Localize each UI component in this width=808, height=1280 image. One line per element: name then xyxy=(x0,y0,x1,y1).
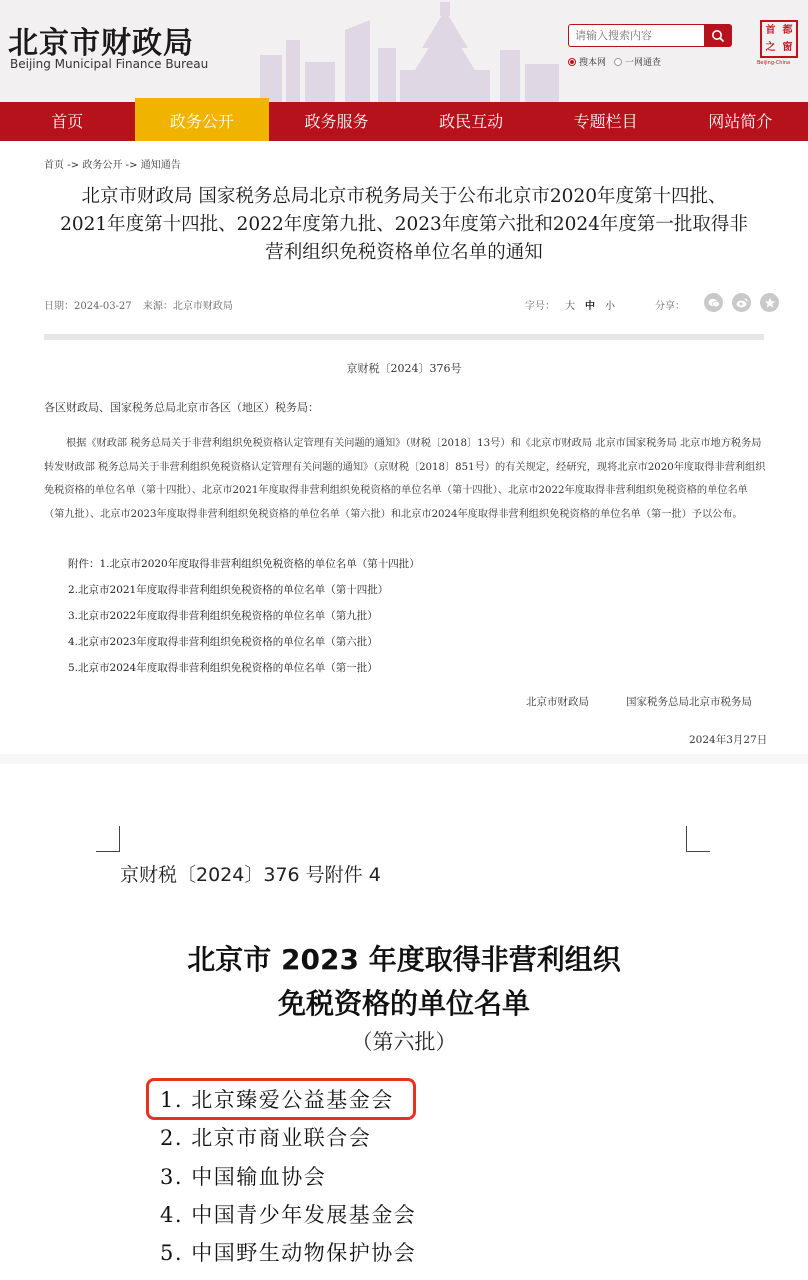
radio-all-label: 一网通查 xyxy=(625,58,662,68)
article-source: 来源：北京市财政局 xyxy=(142,301,233,312)
seal-char: 之 xyxy=(765,42,776,53)
seal-caption: Beijing-China xyxy=(757,60,791,66)
site-header xyxy=(0,0,808,102)
seal-char: 窗 xyxy=(782,42,793,53)
wechat-share-icon[interactable] xyxy=(704,293,723,312)
attachment-link[interactable]: 3.北京市2022年度取得非营利组织免税资格的单位名单（第九批） xyxy=(68,610,378,622)
main-nav xyxy=(0,102,808,141)
radio-selected-icon xyxy=(568,58,576,66)
qzone-share-icon[interactable] xyxy=(760,293,779,312)
attachment-batch: （第六批） xyxy=(351,1030,457,1054)
nav-special-topics[interactable]: 专题栏目 xyxy=(573,112,638,131)
signatory-finance-bureau: 北京市财政局 xyxy=(526,696,589,708)
crop-mark-left xyxy=(96,826,120,852)
radio-site-label: 搜本网 xyxy=(579,58,607,68)
breadcrumb[interactable]: 首页 -> 政务公开 -> 通知通告 xyxy=(44,160,181,171)
nav-government-services[interactable]: 政务服务 xyxy=(304,112,369,131)
seal-char: 首 xyxy=(765,25,776,36)
addressee: 各区财政局、国家税务总局北京市各区（地区）税务局： xyxy=(44,401,319,414)
seal-char: 都 xyxy=(782,25,793,36)
attachment-title xyxy=(0,938,808,1026)
font-size-small[interactable]: 小 xyxy=(605,301,615,312)
radio-search-all[interactable] xyxy=(614,55,661,68)
attachment-link[interactable]: 附件：1.北京市2020年度取得非营利组织免税资格的单位名单（第十四批） xyxy=(68,558,420,570)
article-meta xyxy=(44,297,233,312)
nav-home[interactable]: 首页 xyxy=(51,112,84,131)
nav-about-site[interactable]: 网站简介 xyxy=(708,112,773,131)
search-icon xyxy=(711,29,725,43)
attachment-reference: 京财税〔2024〕376 号附件 4 xyxy=(120,864,381,886)
list-item: 1. 北京臻爱公益基金会 xyxy=(160,1088,394,1112)
sign-date: 2024年3月27日 xyxy=(689,734,768,746)
article-tools xyxy=(525,297,779,312)
radio-search-site[interactable] xyxy=(568,55,606,68)
list-item: 3. 中国输血协会 xyxy=(160,1165,327,1189)
title-line: 2021年度第十四批、2022年度第九批、2023年度第六批和2024年度第一批取得非 xyxy=(60,214,748,235)
list-item: 5. 中国野生动物保护协会 xyxy=(160,1241,417,1265)
search-button[interactable] xyxy=(704,24,732,47)
attachment-title-line: 北京市 2023 年度取得非营利组织 xyxy=(187,943,621,976)
search-input[interactable] xyxy=(568,24,704,47)
share-label: 分享： xyxy=(655,301,685,312)
attachment-link[interactable]: 5.北京市2024年度取得非营利组织免税资格的单位名单（第一批） xyxy=(68,662,378,674)
radio-unselected-icon xyxy=(614,58,622,66)
site-logo-subtitle: Beijing Municipal Finance Bureau xyxy=(10,57,209,71)
list-item: 2. 北京市商业联合会 xyxy=(160,1126,372,1150)
font-size-large[interactable]: 大 xyxy=(565,301,575,312)
signatory-tax-bureau: 国家税务总局北京市税务局 xyxy=(626,696,752,708)
site-logo-title[interactable]: 北京市财政局 xyxy=(8,26,194,61)
nav-public-interaction[interactable]: 政民互动 xyxy=(439,112,504,131)
capital-window-seal[interactable] xyxy=(760,20,798,58)
section-gap xyxy=(0,754,808,764)
attachment-link[interactable]: 2.北京市2021年度取得非营利组织免税资格的单位名单（第十四批） xyxy=(68,584,389,596)
title-line: 营利组织免税资格单位名单的通知 xyxy=(265,242,543,263)
attachment-link[interactable]: 4.北京市2023年度取得非营利组织免税资格的单位名单（第六批） xyxy=(68,636,378,648)
list-item: 4. 中国青少年发展基金会 xyxy=(160,1203,417,1227)
crop-mark-right xyxy=(686,826,710,852)
divider xyxy=(44,334,764,340)
article-body: 根据《财政部 税务总局关于非营利组织免税资格认定管理有关问题的通知》（财税〔2018〕13号）和《北京市财政局 北京市国家税务局 北京市地方税务局转发财政部 税务总局关于非营利组织免税资格认定管理有关问题的通知》（京财税〔2018〕851号）的有关规定，经研究，现将北京市2020年度取得非营利组织免税资格的单位名单（第十四批）、北京市2021年度取得非营利组织免税资格的单位名单（第十四批）、北京市2022年度取得非营利组织免税资格的单位名单（第九批）、北京市2023年度取得非营利组织免税资格的单位名单（第六批）和北京市2024年度取得非营利组织免税资格的单位名单（第一批）予以公布。 xyxy=(44,438,766,520)
article-title xyxy=(30,183,778,267)
font-size-label: 字号： xyxy=(525,301,555,312)
document-number: 京财税〔2024〕376号 xyxy=(346,362,462,375)
attachment-title-line: 免税资格的单位名单 xyxy=(277,987,530,1020)
publish-date: 日期：2024-03-27 xyxy=(44,301,132,312)
weibo-share-icon[interactable] xyxy=(732,293,751,312)
nav-government-affairs-open[interactable]: 政务公开 xyxy=(135,98,270,141)
search-scope xyxy=(568,55,661,68)
skyline-illustration xyxy=(250,0,570,102)
title-line: 北京市财政局 国家税务总局北京市税务局关于公布北京市2020年度第十四批、 xyxy=(81,186,727,207)
font-size-medium[interactable]: 中 xyxy=(585,301,595,312)
